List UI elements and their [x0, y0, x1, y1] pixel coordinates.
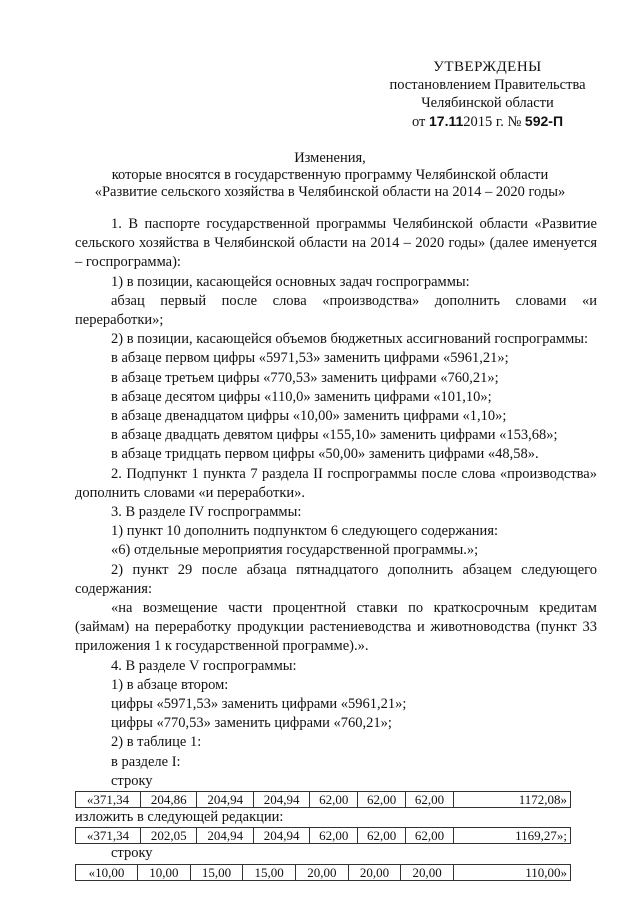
approval-line-2: Челябинской области	[421, 95, 554, 111]
title-line-1: Изменения,	[294, 150, 366, 166]
table-cell: 62,00	[406, 792, 454, 808]
table-cell: 20,00	[401, 864, 454, 880]
table-cell: 204,94	[253, 792, 309, 808]
paragraph: 1) пункт 10 дополнить подпунктом 6 следующего содержания:	[111, 523, 499, 540]
paragraph: цифры «770,53» заменить цифрами «760,21»;	[111, 715, 392, 732]
document-number: 592-П	[524, 113, 564, 129]
table-cell: 202,05	[141, 828, 197, 844]
paragraph: 2) в позиции, касающейся объемов бюджетных ассигнований госпрограммы:	[111, 331, 589, 348]
paragraph: 1) в абзаце втором:	[111, 676, 229, 693]
table-cell: 62,00	[406, 828, 454, 844]
approval-heading: УТВЕРЖДЕНЫ	[433, 59, 542, 75]
table-cell: 204,94	[253, 828, 309, 844]
table-cell: 10,00	[138, 864, 191, 880]
paragraph: «на возмещение части процентной ставки по краткосрочным кредитам (займам) на переработку продукции растениеводства и животноводства (пункт 33 приложения 1 к государственной программе).».	[75, 600, 597, 655]
paragraph: 1) в позиции, касающейся основных задач госпрограммы:	[111, 273, 470, 290]
date-year: 2015 г. №	[463, 114, 522, 130]
table-cell: 62,00	[358, 828, 406, 844]
table-cell: 15,00	[190, 864, 243, 880]
title-line-3: «Развитие сельского хозяйства в Челябинской области на 2014 – 2020 годы»	[94, 184, 566, 200]
paragraph: в разделе I:	[111, 753, 181, 770]
document-body	[75, 215, 597, 881]
table-cell: 15,00	[243, 864, 296, 880]
table-cell: 1169,27»;	[454, 828, 571, 844]
table-cell: «371,34	[76, 828, 141, 844]
table-cell: 20,00	[296, 864, 349, 880]
approval-date-line	[380, 112, 595, 131]
table-cell: 62,00	[310, 828, 358, 844]
document-title	[60, 150, 600, 201]
date-prefix: от	[411, 114, 426, 130]
paragraph: «6) отдельные мероприятия государственной программы.»;	[111, 542, 479, 559]
paragraph: в абзаце первом цифры «5971,53» заменить цифрами «5961,21»;	[111, 350, 509, 367]
table-cell: 204,94	[197, 828, 253, 844]
table-cell: «371,34	[76, 792, 141, 808]
paragraph: в абзаце двадцать девятом цифры «155,10» заменить цифрами «153,68»;	[111, 427, 558, 444]
table-cell: 62,00	[310, 792, 358, 808]
table-cell: 20,00	[348, 864, 401, 880]
paragraph: 3. В разделе IV госпрограммы:	[111, 504, 302, 521]
paragraph: строку	[111, 772, 153, 789]
paragraph: 2) пункт 29 после абзаца пятнадцатого дополнить абзацем следующего содержания:	[75, 561, 597, 597]
table-row-old-2	[75, 864, 571, 881]
table-row-old	[75, 791, 571, 808]
table-cell: 110,00»	[454, 864, 571, 880]
table-cell: 204,86	[141, 792, 197, 808]
date-day: 17.11	[429, 113, 464, 129]
paragraph: цифры «5971,53» заменить цифрами «5961,21»;	[111, 696, 407, 713]
paragraph: в абзаце десятом цифры «110,0» заменить цифрами «101,10»;	[111, 388, 492, 405]
title-line-2: которые вносятся в государственную программу Челябинской области	[111, 167, 549, 183]
table-cell: «10,00	[76, 864, 138, 880]
paragraph: 2) в таблице 1:	[111, 734, 202, 751]
table-row-new	[75, 827, 571, 844]
paragraph: 1. В паспорте государственной программы Челябинской области «Развитие сельского хозяйства в Челябинской области на 2014 – 2020 годы» (далее именуется – госпрограмма):	[75, 216, 597, 271]
paragraph: строку	[111, 845, 153, 862]
approval-line-1: постановлением Правительства	[389, 77, 586, 93]
paragraph: абзац первый после слова «производства» дополнить словами «и переработки»;	[75, 292, 597, 329]
paragraph: в абзаце двенадцатом цифры «10,00» заменить цифрами «1,10»;	[111, 408, 507, 425]
paragraph: 4. В разделе V госпрограммы:	[111, 657, 297, 674]
paragraph: в абзаце третьем цифры «770,53» заменить цифрами «760,21»;	[111, 369, 499, 386]
table-cell: 62,00	[358, 792, 406, 808]
paragraph: изложить в следующей редакции:	[75, 809, 284, 826]
paragraph: 2. Подпункт 1 пункта 7 раздела II госпрограммы после слова «производства» дополнить словами «и переработки».	[75, 465, 597, 501]
paragraph: в абзаце тридцать первом цифры «50,00» заменить цифрами «48,58».	[111, 446, 539, 463]
table-cell: 1172,08»	[454, 792, 571, 808]
table-cell: 204,94	[197, 792, 253, 808]
approval-block	[380, 58, 595, 131]
